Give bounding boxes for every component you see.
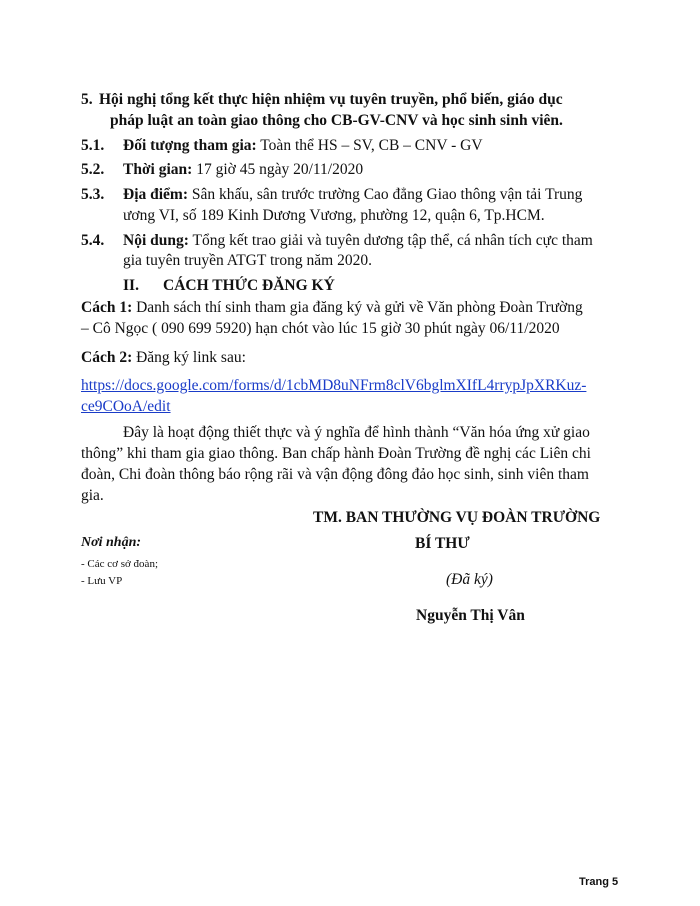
registration-link-cont[interactable] xyxy=(81,397,171,417)
recipient-item: - Lưu VP xyxy=(81,575,123,587)
item-number: 5.4. xyxy=(81,232,105,249)
method-1-text: Danh sách thí sinh tham gia đăng ký và gửi về Văn phòng Đoàn Trường xyxy=(132,299,583,316)
signature-name: Nguyễn Thị Vân xyxy=(416,607,525,624)
item-5-1-text xyxy=(123,136,483,156)
item-label: Đối tượng tham gia: xyxy=(123,137,257,154)
closing-line1: Đây là hoạt động thiết thực và ý nghĩa để hình thành “Văn hóa ứng xử giao xyxy=(123,424,590,441)
item-5-2 xyxy=(81,160,104,180)
item-text: Toàn thể HS – SV, CB – CNV - GV xyxy=(256,137,483,154)
registration-link-line1[interactable]: https://docs.google.com/forms/d/1cbMD8uNFrm8clV6bglmXIfL4rrypJpXRKuz- xyxy=(81,377,587,394)
item-5-4-text-line2: gia tuyên truyền ATGT trong năm 2020. xyxy=(123,252,372,269)
item-5-3 xyxy=(81,185,104,205)
item-text: 17 giờ 45 ngày 20/11/2020 xyxy=(192,161,364,178)
item-label: Thời gian: xyxy=(123,161,193,178)
item-label: Nội dung: xyxy=(123,232,189,249)
method-1 xyxy=(81,298,583,318)
item-number: 5.2. xyxy=(81,161,105,178)
item-5-4 xyxy=(81,231,104,251)
item-5-3-text-line2: ương VI, số 189 Kinh Dương Vương, phường 12, quận 6, Tp.HCM. xyxy=(123,207,545,224)
method-2-label: Cách 2: xyxy=(81,349,133,366)
registration-link[interactable] xyxy=(81,376,586,396)
recipient-item: - Các cơ sở đoàn; xyxy=(81,558,158,570)
method-1-line2: – Cô Ngọc ( 090 699 5920) hạn chót vào lúc 15 giờ 30 phút ngày 06/11/2020 xyxy=(81,320,560,337)
closing-line2: thông” khi tham gia giao thông. Ban chấp hành Đoàn Trường đề nghị các Liên chi xyxy=(81,445,591,462)
closing-line4: gia. xyxy=(81,487,104,504)
item-5-1 xyxy=(81,136,104,156)
recipients-heading: Nơi nhận: xyxy=(81,535,142,550)
section-2-number: II. xyxy=(123,277,139,294)
method-2-text: Đăng ký link sau: xyxy=(132,349,246,366)
section-2-title: CÁCH THỨC ĐĂNG KÝ xyxy=(163,277,335,294)
method-2 xyxy=(81,348,246,368)
closing-line3: đoàn, Chi đoàn thông báo rộng rãi và vận động đông đảo học sinh, sinh viên tham xyxy=(81,466,589,483)
registration-link-line2[interactable]: ce9COoA/edit xyxy=(81,398,171,415)
signature-title: BÍ THƯ xyxy=(415,535,470,552)
item-5-4-text xyxy=(123,231,593,251)
item-label: Địa điểm: xyxy=(123,186,189,203)
section-5-title-line2: pháp luật an toàn giao thông cho CB-GV-CNV và học sinh sinh viên. xyxy=(110,112,563,129)
item-text: Sân khấu, sân trước trường Cao đẳng Giao thông vận tải Trung xyxy=(188,186,583,203)
section-5-title-line1: Hội nghị tổng kết thực hiện nhiệm vụ tuyên truyền, phổ biến, giáo dục xyxy=(99,91,563,108)
item-number: 5.1. xyxy=(81,137,105,154)
method-1-label: Cách 1: xyxy=(81,299,133,316)
signature-org: TM. BAN THƯỜNG VỤ ĐOÀN TRƯỜNG xyxy=(313,509,601,526)
section-5-number: 5. xyxy=(81,91,93,108)
item-text: Tổng kết trao giải và tuyên dương tập thể, cá nhân tích cực tham xyxy=(188,232,593,249)
page-number: Trang 5 xyxy=(579,876,619,888)
item-5-3-text xyxy=(123,185,582,205)
signature-signed: (Đã ký) xyxy=(446,571,493,588)
item-number: 5.3. xyxy=(81,186,105,203)
item-5-2-text xyxy=(123,160,363,180)
